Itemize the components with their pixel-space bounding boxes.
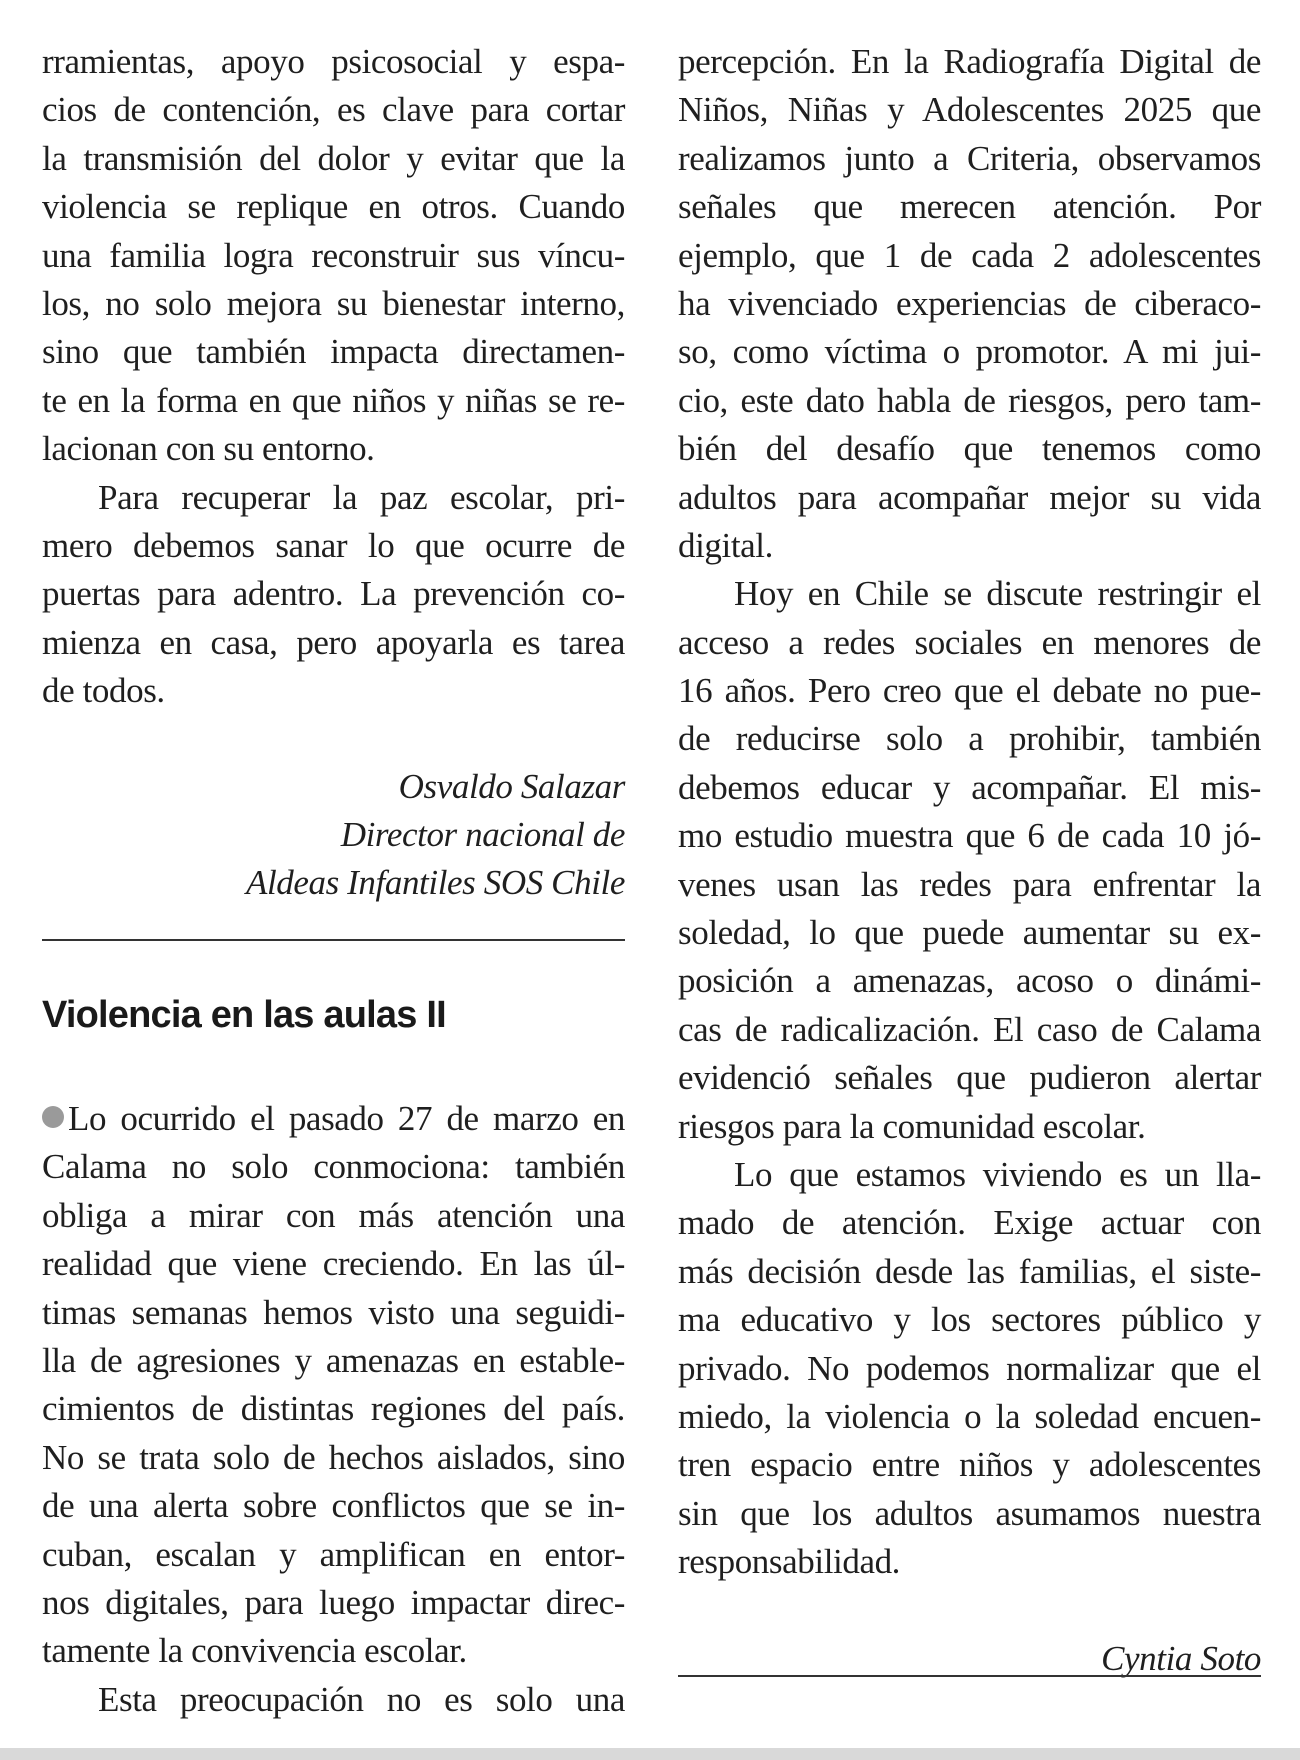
text-line: soledad, lo que puede aumentar su ex-	[678, 913, 1261, 953]
text-line: percepción. En la Radiografía Digital de	[678, 42, 1261, 81]
signature-title: Director nacional de	[340, 815, 625, 855]
text-line: sin que los adultos asumamos nuestra	[678, 1493, 1261, 1533]
text-line: lla de agresiones y amenazas en estable-	[42, 1340, 625, 1380]
text-line: adultos para acompañar mejor su vida	[678, 477, 1261, 517]
bullet-icon	[42, 1106, 64, 1128]
text-line: de una alerta sobre conflictos que se in-	[42, 1486, 625, 1526]
text-line: mo estudio muestra que 6 de cada 10 jó-	[678, 816, 1261, 856]
letter-2-body-right	[678, 38, 1261, 1683]
text-line: Calama no solo conmociona: también	[42, 1147, 625, 1187]
text-line: Para recuperar la paz escolar, pri-	[98, 477, 625, 517]
text-line: cio, este dato habla de riesgos, pero tam-	[678, 380, 1261, 420]
text-line: ha vivenciado experiencias de ciberaco-	[678, 283, 1261, 323]
page-bottom-band	[0, 1748, 1300, 1760]
text-line: evidenció señales que pudieron alertar	[678, 1058, 1261, 1098]
text-line: violencia se replique en otros. Cuando	[42, 187, 625, 227]
text-line: Niños, Niñas y Adolescentes 2025 que	[678, 90, 1261, 130]
section-divider	[42, 939, 625, 941]
text-line: señales que merecen atención. Por	[678, 187, 1261, 227]
text-line: miedo, la violencia o la soledad encuen-	[678, 1396, 1261, 1436]
text-line: posición a amenazas, acoso o dinámi-	[678, 961, 1261, 1001]
text-line: te en la forma en que niños y niñas se re-	[42, 380, 625, 420]
text-line: puertas para adentro. La prevención co-	[42, 574, 625, 614]
letter-1-body	[42, 38, 625, 907]
text-line: timas semanas hemos visto una seguidi-	[42, 1292, 625, 1332]
text-line: bién del desafío que tenemos como	[678, 429, 1261, 469]
text-line: Hoy en Chile se discute restringir el	[734, 574, 1261, 614]
text-line: más decisión desde las familias, el siste-	[678, 1251, 1261, 1291]
text-line: una familia logra reconstruir sus víncu-	[42, 235, 625, 275]
text-line: responsabilidad.	[678, 1542, 901, 1582]
signature-name: Osvaldo Salazar	[398, 767, 625, 807]
text-line	[42, 1095, 625, 1143]
text-line: obliga a mirar con más atención una	[42, 1195, 625, 1235]
text-line: mado de atención. Exige actuar con	[678, 1203, 1261, 1243]
signature-org: Aldeas Infantiles SOS Chile	[245, 863, 625, 903]
section-divider	[678, 1675, 1261, 1677]
text-line: realidad que viene creciendo. En las úl-	[42, 1244, 625, 1284]
text-line: ma educativo y los sectores público y	[678, 1300, 1261, 1340]
text-line: so, como víctima o promotor. A mi jui-	[678, 332, 1261, 372]
text-line: debemos educar y acompañar. El mis-	[678, 767, 1261, 807]
text-line: 16 años. Pero creo que el debate no pue-	[678, 671, 1261, 711]
text-line: de todos.	[42, 671, 165, 711]
text-line: ejemplo, que 1 de cada 2 adolescentes	[678, 235, 1261, 275]
text-line: de reducirse solo a prohibir, también	[678, 719, 1261, 759]
text-line-content: Lo ocurrido el pasado 27 de marzo en	[68, 1099, 625, 1138]
text-line: acceso a redes sociales en menores de	[678, 622, 1261, 662]
text-line: Lo que estamos viviendo es un lla-	[734, 1154, 1261, 1194]
text-line: realizamos junto a Criteria, observamos	[678, 138, 1261, 178]
text-line: cas de radicalización. El caso de Calama	[678, 1009, 1261, 1049]
text-line: digital.	[678, 525, 773, 565]
text-line: Esta preocupación no es solo una	[98, 1679, 625, 1719]
text-line: privado. No podemos normalizar que el	[678, 1348, 1261, 1388]
text-line: los, no solo mejora su bienestar interno,	[42, 283, 625, 323]
text-line: riesgos para la comunidad escolar.	[678, 1106, 1146, 1146]
text-line: cuban, escalan y amplifican en entor-	[42, 1534, 625, 1574]
text-line: nos digitales, para luego impactar direc-	[42, 1582, 625, 1622]
signature-name: Cyntia Soto	[1101, 1638, 1261, 1678]
text-line: mero debemos sanar lo que ocurre de	[42, 525, 625, 565]
letter-2-body-left	[42, 1095, 625, 1724]
text-line: mienza en casa, pero apoyarla es tarea	[42, 622, 625, 662]
text-line: cimientos de distintas regiones del país.	[42, 1389, 625, 1429]
text-line: sino que también impacta directamen-	[42, 332, 625, 372]
text-line: tren espacio entre niños y adolescentes	[678, 1445, 1261, 1485]
text-line: cios de contención, es clave para cortar	[42, 90, 625, 130]
text-line: No se trata solo de hechos aislados, sino	[42, 1437, 625, 1477]
text-line: venes usan las redes para enfrentar la	[678, 864, 1261, 904]
text-line: rramientas, apoyo psicosocial y espa-	[42, 42, 625, 81]
text-line: tamente la convivencia escolar.	[42, 1631, 467, 1671]
text-line: la transmisión del dolor y evitar que la	[42, 138, 625, 178]
letter-2-headline: Violencia en las aulas II	[42, 994, 446, 1036]
text-line: lacionan con su entorno.	[42, 429, 375, 469]
